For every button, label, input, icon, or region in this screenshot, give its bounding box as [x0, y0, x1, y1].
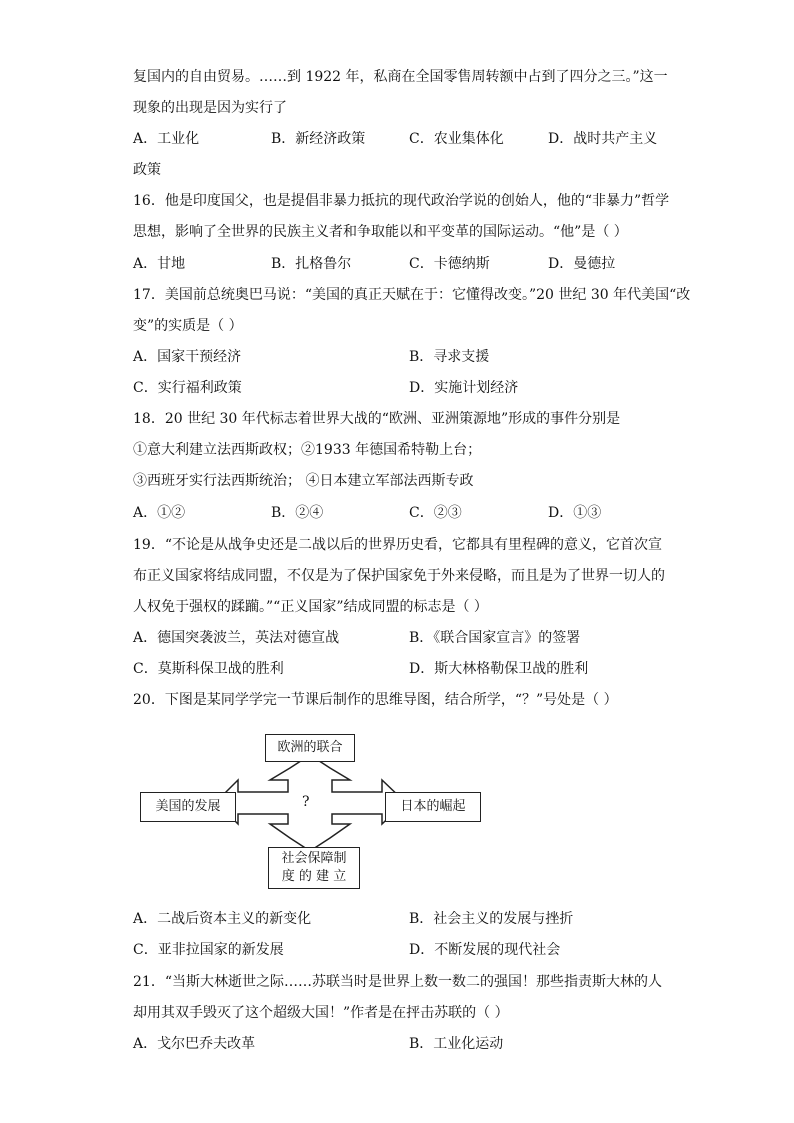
q19-text-line-2: 布正义国家将结成同盟，不仅是为了保护国家免于外来侵略，而且是为了世界一切人的 [133, 568, 665, 584]
q15-option-d-continued: 政策 [133, 162, 161, 178]
q15-option-b[interactable]: B．新经济政策 [271, 131, 366, 147]
q15-option-a[interactable]: A．工业化 [133, 131, 200, 147]
q16-option-b[interactable]: B．扎格鲁尔 [271, 256, 352, 272]
q15-text-line-1: 复国内的自由贸易。……到 1922 年，私商在全国零售周转额中占到了四分之三。”这一 [133, 69, 668, 85]
q18-option-d[interactable]: D．①③ [548, 505, 602, 521]
q17-text-line-2: 变”的实质是（ ） [133, 318, 243, 334]
q18-statement-3-4: ③西班牙实行法西斯统治； ④日本建立军部法西斯专政 [133, 473, 474, 489]
q17-text-line-1: 17．美国前总统奥巴马说：“美国的真正天赋在于：它懂得改变。”20 世纪 30 年代美国“改 [133, 287, 691, 303]
q16-option-c[interactable]: C．卡德纳斯 [409, 256, 490, 272]
q20-option-b[interactable]: B．社会主义的发展与挫折 [409, 911, 574, 927]
q15-option-d[interactable]: D．战时共产主义 [548, 131, 658, 147]
q17-option-c[interactable]: C．实行福利政策 [133, 380, 242, 396]
q21-text-line-2: 却用其双手毁灭了这个超级大国！”作者是在抨击苏联的（ ） [133, 1005, 509, 1021]
mind-map-bottom-box [268, 847, 360, 889]
q20-option-a[interactable]: A．二战后资本主义的新变化 [133, 911, 312, 927]
q16-text-line-2: 思想，影响了全世界的民族主义者和争取能以和平变革的国际运动。“他”是（ ） [133, 224, 628, 240]
q15-option-c[interactable]: C．农业集体化 [409, 131, 504, 147]
q15-text-line-2: 现象的出现是因为实行了 [133, 100, 287, 116]
q19-text-line-3: 人权免于强权的蹂躏。”“正义国家”结成同盟的标志是（ ） [133, 599, 488, 615]
q18-option-b[interactable]: B．②④ [271, 505, 324, 521]
q17-option-d[interactable]: D．实施计划经济 [409, 380, 519, 396]
q16-option-a[interactable]: A．甘地 [133, 256, 186, 272]
q18-text-line-1: 18．20 世纪 30 年代标志着世界大战的“欧洲、亚洲策源地”形成的事件分别是 [133, 411, 621, 427]
mind-map [140, 728, 485, 893]
mind-map-bottom-line-1: 社会保障制 [281, 851, 347, 866]
q20-text-line-1: 20．下图是某同学学完一节课后制作的思维导图，结合所学，“？”号处是（ ） [133, 692, 618, 708]
q16-text-line-1: 16．他是印度国父，也是提倡非暴力抵抗的现代政治学说的创始人，他的“非暴力”哲学 [133, 193, 670, 209]
q20-option-c[interactable]: C．亚非拉国家的新发展 [133, 942, 284, 958]
mind-map-question-mark: ? [302, 794, 310, 810]
q19-option-d[interactable]: D．斯大林格勒保卫战的胜利 [409, 661, 589, 677]
q17-option-a[interactable]: A．国家干预经济 [133, 349, 242, 365]
q18-option-c[interactable]: C．②③ [409, 505, 462, 521]
q16-option-d[interactable]: D．曼德拉 [548, 256, 616, 272]
mind-map-left-box: 美国的发展 [140, 792, 236, 822]
q19-option-c[interactable]: C．莫斯科保卫战的胜利 [133, 661, 284, 677]
four-way-arrow-shape [216, 755, 405, 851]
mind-map-top-box: 欧洲的联合 [265, 734, 355, 762]
q21-text-line-1: 21．“当斯大林逝世之际……苏联当时是世界上数一数二的强国！那些指责斯大林的人 [133, 974, 662, 990]
q17-option-b[interactable]: B．寻求支援 [409, 349, 490, 365]
q19-text-line-1: 19．“不论是从战争史还是二战以后的世界历史看，它都具有里程碑的意义，它首次宣 [133, 537, 662, 553]
q18-option-a[interactable]: A．①② [133, 505, 186, 521]
q21-option-b[interactable]: B．工业化运动 [409, 1036, 504, 1052]
q18-statement-1-2: ①意大利建立法西斯政权；②1933 年德国希特勒上台； [133, 442, 482, 458]
mind-map-right-box: 日本的崛起 [385, 792, 481, 822]
q19-option-a[interactable]: A．德国突袭波兰，英法对德宣战 [133, 630, 340, 646]
q21-option-a[interactable]: A．戈尔巴乔夫改革 [133, 1036, 256, 1052]
q19-option-b[interactable]: B．《联合国家宣言》的签署 [409, 630, 581, 646]
mind-map-bottom-line-2: 度 的 建 立 [281, 869, 347, 884]
q20-option-d[interactable]: D．不断发展的现代社会 [409, 942, 561, 958]
